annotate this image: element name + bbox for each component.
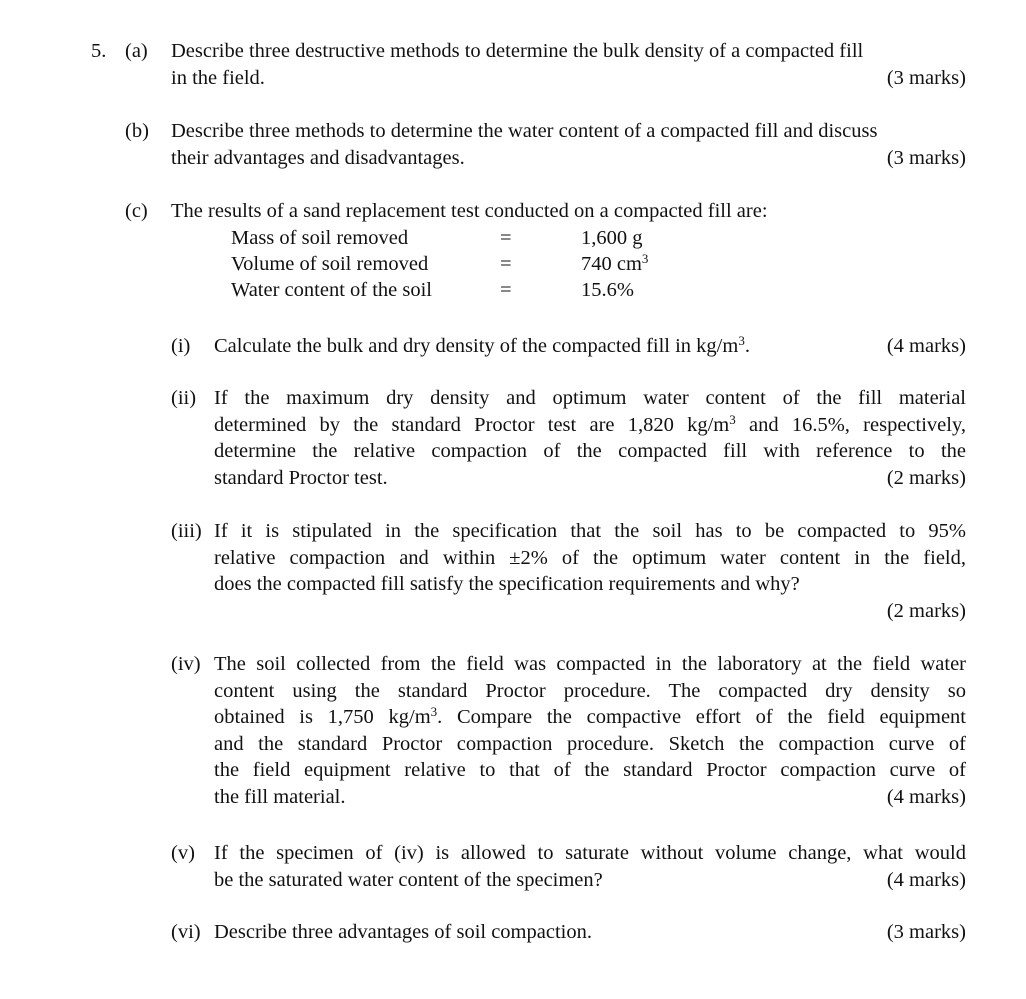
subpart-iii-line-3: does the compacted fill satisfy the specification requirements and why?	[214, 573, 800, 595]
part-b-line-2-text: their advantages and disadvantages.	[171, 146, 465, 169]
result-equals: =	[500, 279, 512, 301]
part-c-label: (c)	[125, 200, 148, 222]
result-value: 740 $cm^3$	[581, 251, 649, 275]
subpart-iii-line-1: If it is stipulated in the specification that the soil has to be compacted to 95%	[214, 520, 966, 542]
part-a-label: (a)	[125, 40, 148, 62]
subpart-ii-line-1: If the maximum dry density and optimum water content of the fill material	[214, 387, 966, 409]
test-results-row	[231, 251, 701, 277]
subpart-ii-label: (ii)	[171, 387, 197, 409]
question-number: 5.	[91, 40, 107, 62]
result-value: 15.6%	[581, 279, 634, 301]
subpart-v-line-1: If the specimen of (iv) is allowed to saturate without volume change, what would	[214, 842, 966, 864]
result-value: 1,600 g	[581, 227, 643, 249]
subpart-vi-label: (vi)	[171, 921, 201, 943]
result-label: Mass of soil removed	[231, 227, 409, 249]
subpart-ii-line-4: standard Proctor test. (2 marks)	[214, 465, 966, 492]
subpart-v-label: (v)	[171, 842, 195, 864]
subpart-v-line-2: be the saturated water content of the specimen? (4 marks)	[214, 867, 966, 894]
subpart-iv-line-2: content using the standard Proctor procedure. The compacted dry density so	[214, 679, 966, 702]
part-b-label: (b)	[125, 120, 149, 142]
subpart-iv-line-1: The soil collected from the field was compacted in the laboratory at the field water	[214, 653, 966, 675]
subpart-iii-label: (iii)	[171, 520, 202, 542]
subpart-iii-line-2: relative compaction and within ±2% of the optimum water content in the field,	[214, 546, 966, 569]
result-equals: =	[500, 253, 512, 275]
part-a-line-1: Describe three destructive methods to determine the bulk density of a compacted fill	[171, 40, 864, 62]
subpart-iii-text	[214, 518, 966, 624]
part-b-text	[171, 118, 966, 171]
subpart-ii-line-2: determined by the standard Proctor test are 1,820 $kg/m^3$ and 16.5%, respectively,	[214, 411, 967, 436]
part-a-marks: (3 marks)	[886, 66, 966, 89]
subpart-i-label: (i)	[171, 335, 191, 357]
part-a-line-2-text: in the field.	[171, 66, 265, 89]
subpart-vi-marks: (3 marks)	[886, 921, 966, 943]
subpart-iv-line-5: the field equipment relative to that of the standard Proctor compaction curve of	[214, 759, 966, 781]
subpart-v-text	[214, 840, 966, 893]
part-a-text	[171, 38, 966, 91]
subpart-iv-line-6: the fill material. (4 marks)	[214, 784, 966, 811]
subpart-iv-text	[214, 651, 966, 810]
subpart-iii-marks: (2 marks)	[886, 599, 966, 622]
test-results-table	[231, 225, 701, 303]
part-a-line-2	[171, 65, 966, 92]
part-b-marks: (3 marks)	[886, 146, 966, 169]
subpart-i-question: Calculate the bulk and dry density of the compacted fill in $kg/m^3$.	[214, 333, 750, 357]
subpart-vi-question: Describe three advantages of soil compaction.	[214, 921, 592, 943]
subpart-ii-marks: (2 marks)	[886, 466, 966, 489]
part-c-intro: The results of a sand replacement test conducted on a compacted fill are:	[171, 200, 768, 222]
subpart-iv-line-4: and the standard Proctor compaction procedure. Sketch the compaction curve of	[214, 732, 966, 755]
part-b-line-1: Describe three methods to determine the water content of a compacted fill and discuss	[171, 120, 878, 142]
subpart-ii-text	[214, 385, 966, 491]
subpart-ii-line-3: determine the relative compaction of the compacted fill with reference to the	[214, 440, 966, 462]
result-equals: =	[500, 227, 512, 249]
subpart-iv-line-3: obtained is 1,750 $kg/m^3$. Compare the compactive effort of the field equipment	[214, 704, 966, 728]
test-results-row	[231, 225, 701, 251]
test-results-row	[231, 277, 701, 303]
subpart-i-marks: (4 marks)	[886, 335, 966, 357]
subpart-iv-label: (iv)	[171, 653, 201, 675]
result-label: Volume of soil removed	[231, 253, 429, 275]
subpart-i-text	[214, 333, 966, 360]
part-b-line-2	[171, 145, 966, 172]
subpart-v-marks: (4 marks)	[886, 868, 966, 891]
result-label: Water content of the soil	[231, 279, 433, 301]
subpart-vi-text	[214, 919, 966, 946]
subpart-iv-marks: (4 marks)	[886, 785, 966, 808]
